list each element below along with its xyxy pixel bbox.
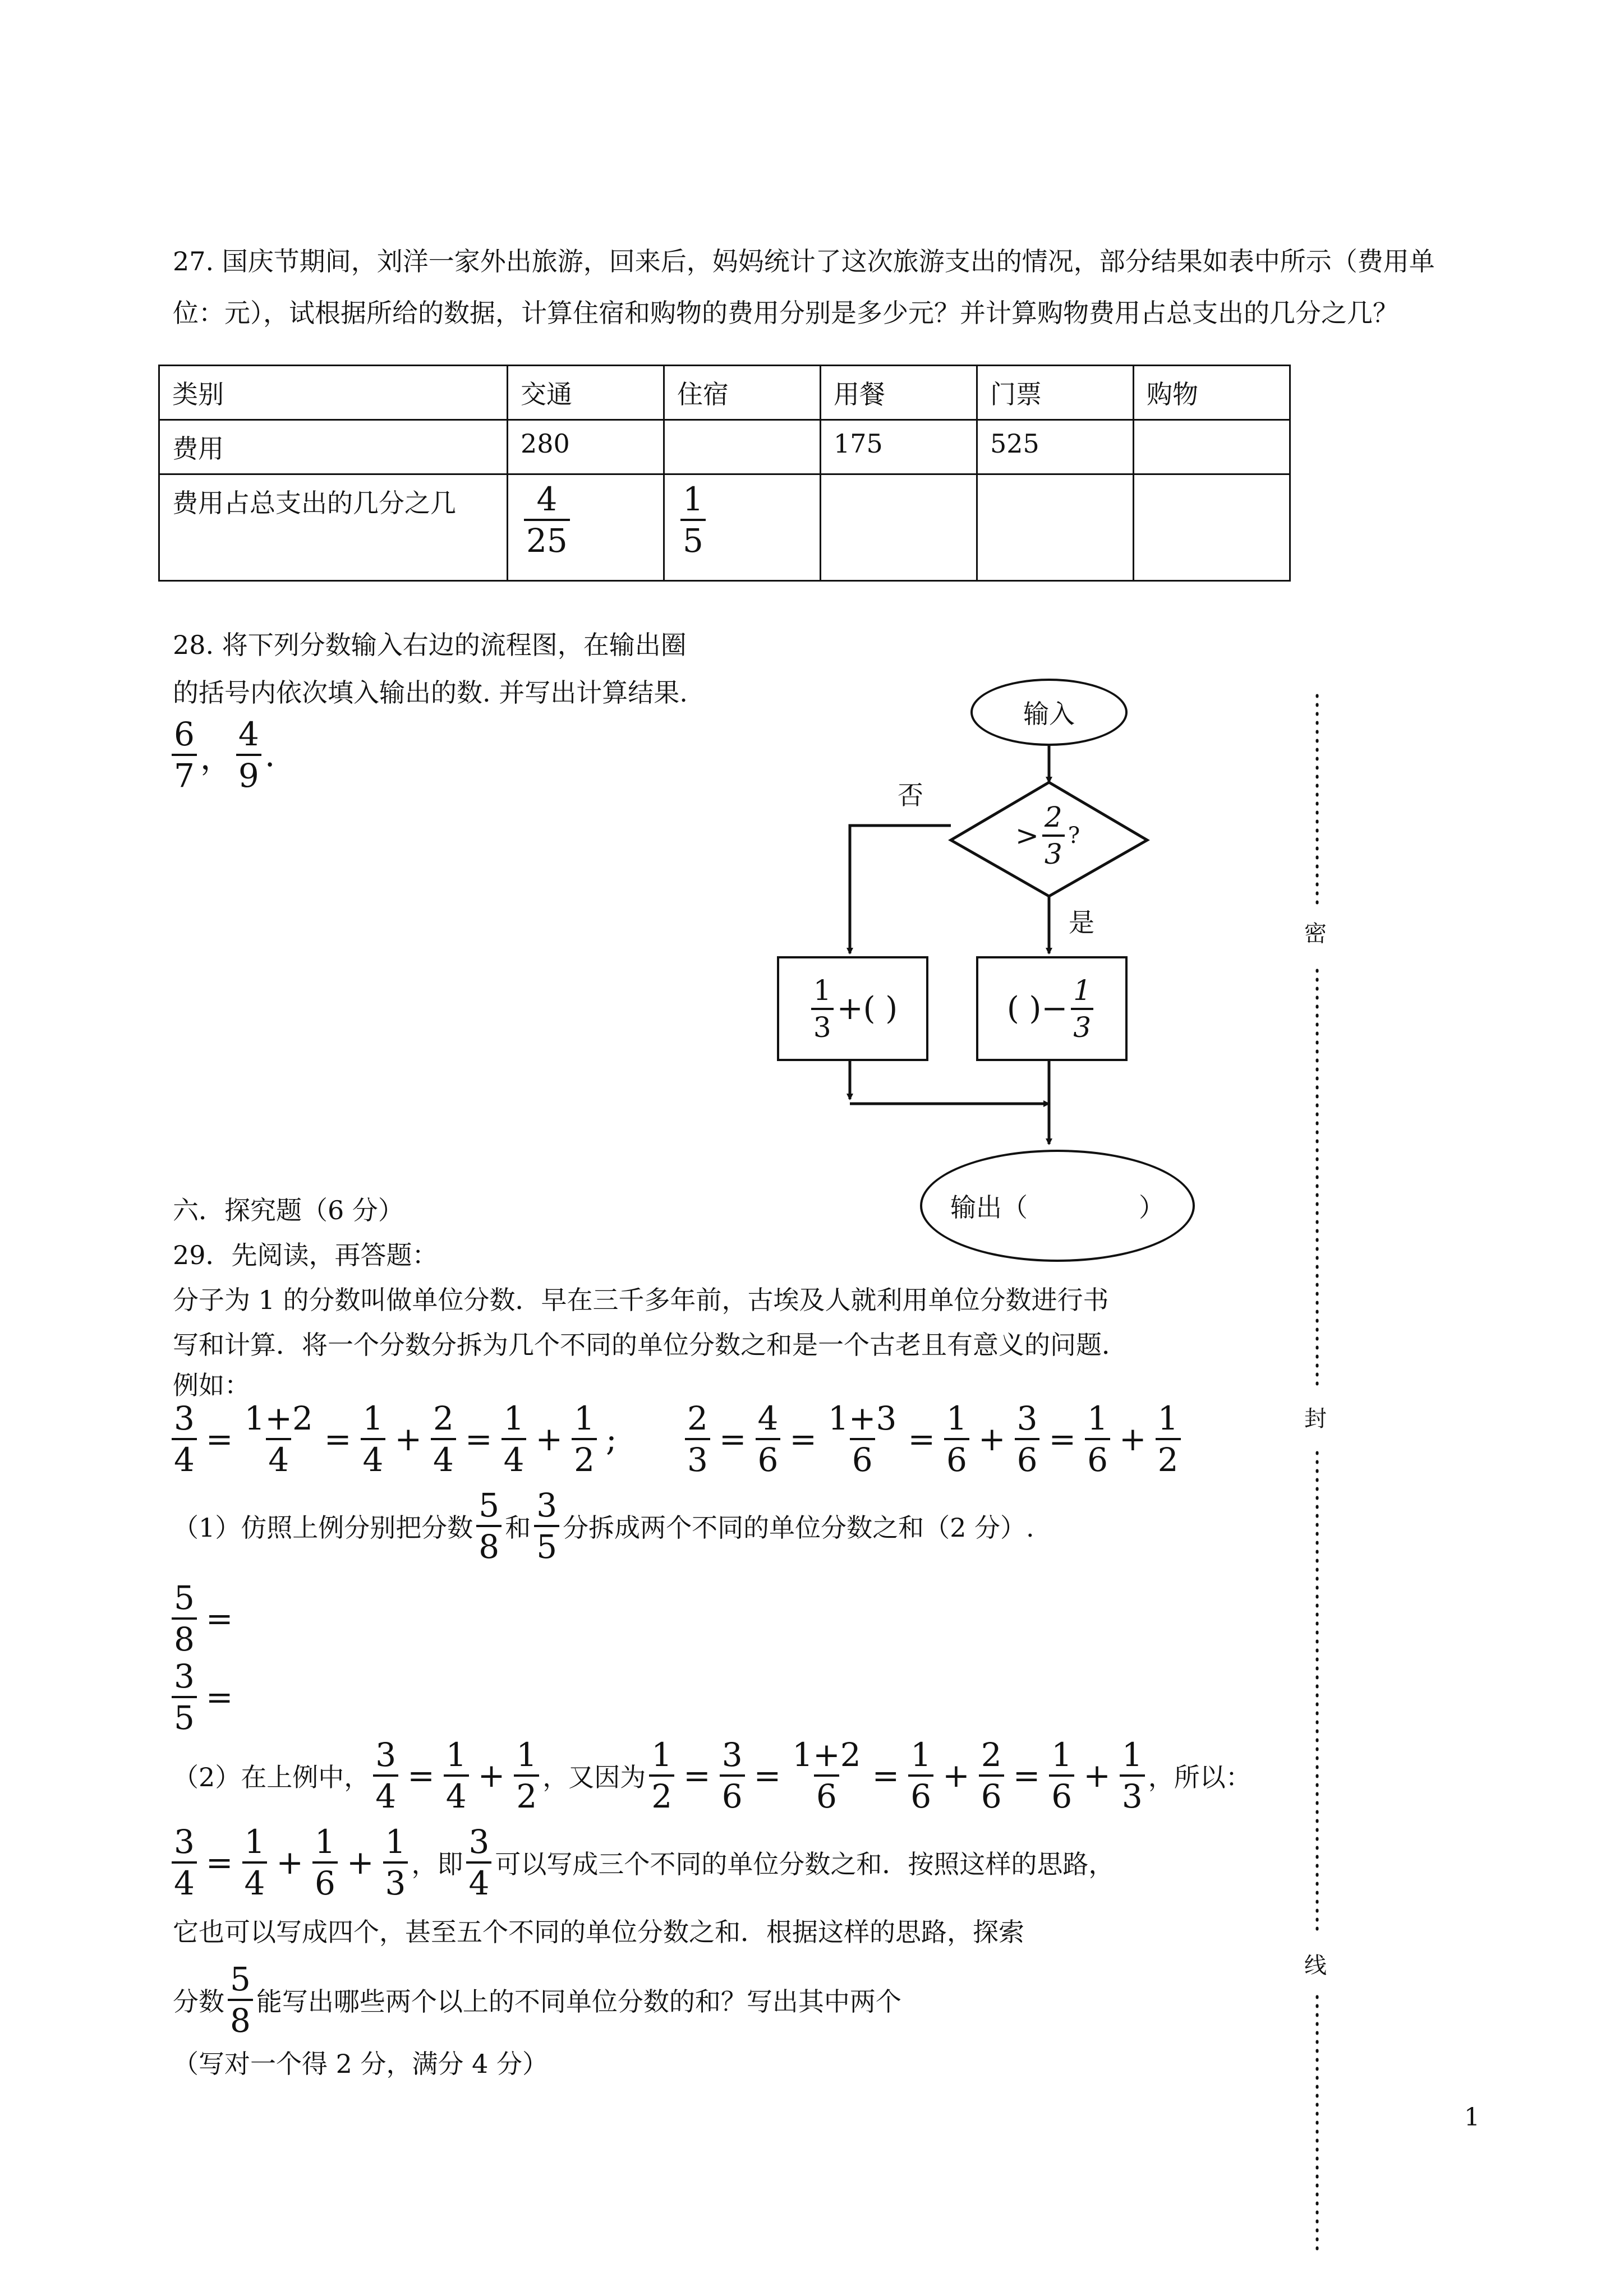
question-28-line1: 28. 将下列分数输入右边的流程图，在输出圈 [173, 630, 687, 660]
question-28-line2: 的括号内依次填入输出的数. 并写出计算结果. [173, 677, 688, 708]
question-28-inputs: $\frac{6}{7}$ ， $\frac{4}{9}$ . [168, 718, 275, 792]
flow-left-box: $\frac{1}{3}$ +( ) [777, 956, 928, 1061]
question-29-line3: 例如： [173, 1370, 250, 1400]
part-2-line3: 它也可以写成四个，甚至五个不同的单位分数之和．根据这样的思路，探索 [173, 1917, 1024, 1947]
fraction: $\frac{4}{9}$ [236, 718, 261, 792]
part-2-line5: （写对一个得 2 分，满分 4 分） [173, 2049, 549, 2079]
answer-line-3-5: $\frac{3}{5}$ = [168, 1660, 239, 1734]
fraction: $\frac{1}{3}$ [811, 976, 834, 1041]
seal-label-xian: 线 [1304, 1953, 1327, 1979]
answer-line-5-8: $\frac{5}{8}$ = [168, 1582, 239, 1656]
section-6-title: 六．探究题（6 分） [173, 1195, 404, 1225]
part-1-text: （1）仿照上例分别把分数 $\frac{5}{8}$ 和 $\frac{3}{5}$ 分拆成两个不同的单位分数之和（2 分）. [173, 1486, 1034, 1566]
flow-arrow-no [850, 826, 951, 953]
question-29-line1: 分子为 1 的分数叫做单位分数．早在三千多年前，古埃及人就利用单位分数进行书 [173, 1285, 1109, 1315]
table-header-cell: 住宿 [664, 366, 821, 420]
flow-yes-label: 是 [1069, 907, 1094, 938]
example-equation-2: $\frac{2}{3}$ = $\frac{4}{6}$ = $\frac{1+3}{6}$ = $\frac{1}{6}$ + $\frac{3}{6}$ = $\frac{1}{6}$ + $\frac{1}{2}$ [682, 1402, 1184, 1476]
table-header-cell: 购物 [1134, 366, 1290, 420]
question-29-line2: 写和计算．将一个分数分拆为几个不同的单位分数之和是一个古老且有意义的问题． [173, 1330, 1128, 1360]
flow-no-label: 否 [898, 780, 923, 810]
example-equation-1: $\frac{3}{4}$ = $\frac{1+2}{4}$ = $\frac{1}{4}$ + $\frac{2}{4}$ = $\frac{1}{4}$ + $\frac{1}{2}$ ; [168, 1402, 623, 1476]
fraction: $\frac{6}{7}$ [172, 718, 197, 792]
seal-label-feng: 封 [1304, 1406, 1327, 1432]
part-2-line2: $\frac{3}{4}$ = $\frac{1}{4}$ + $\frac{1}{6}$ + $\frac{1}{3}$ ，即 $\frac{3}{4}$ 可以写成三个不同的单位分数之和．按照这样的思路， [168, 1825, 1114, 1899]
table-cell: 175 [821, 420, 977, 474]
part-2-line4: 分数 $\frac{5}{8}$ 能写出哪些两个以上的不同单位分数的和？写出其中两个 [173, 1960, 901, 2040]
flow-input-node: 输入 [970, 679, 1128, 746]
decision-condition: > $\frac{2}{3}$ ? [1015, 801, 1080, 870]
flow-right-box: ( )− $\frac{1}{3}$ [976, 956, 1128, 1061]
fraction: $\frac{1}{5}$ [680, 483, 706, 557]
table-cell: 525 [977, 420, 1134, 474]
table-header-cell: 门票 [977, 366, 1134, 420]
question-29-title: 29．先阅读，再答题： [173, 1240, 438, 1270]
table-cell: 费用 [159, 420, 508, 474]
fraction: $\frac{2}{3}$ [1042, 803, 1065, 868]
table-cell: 280 [508, 420, 664, 474]
fraction: $\frac{4}{25}$ [524, 483, 570, 557]
part-2-line1: （2）在上例中， $\frac{3}{4}$ = $\frac{1}{4}$ + $\frac{1}{2}$ ，又因为 $\frac{1}{2}$ = $\frac{3}{6}$ = $\frac{1+2}{6}$ = $\frac{1}{6}$ + $\frac{2}{6}$ = $\frac{1}{6}$ + $\frac{1}{3}$ ，所以： [173, 1736, 1252, 1815]
fraction: $\frac{1}{3}$ [1071, 976, 1093, 1041]
flow-output-node: 输出（ ） [920, 1150, 1195, 1262]
table-cell: 费用占总支出的几分之几 [159, 474, 508, 581]
page-number: 1 [1464, 2103, 1480, 2132]
question-27-text: 27. 国庆节期间，刘洋一家外出旅游，回来后，妈妈统计了这次旅游支出的情况，部分结果如表中所示（费用单位：元），试根据所给的数据，计算住宿和购物的费用分别是多少元？并计算购物费用占总支出的几分之几？ [173, 246, 1435, 328]
table-header-cell: 类别 [159, 366, 508, 420]
table-header-cell: 用餐 [821, 366, 977, 420]
table-header-cell: 交通 [508, 366, 664, 420]
seal-label-mi: 密 [1304, 921, 1327, 947]
